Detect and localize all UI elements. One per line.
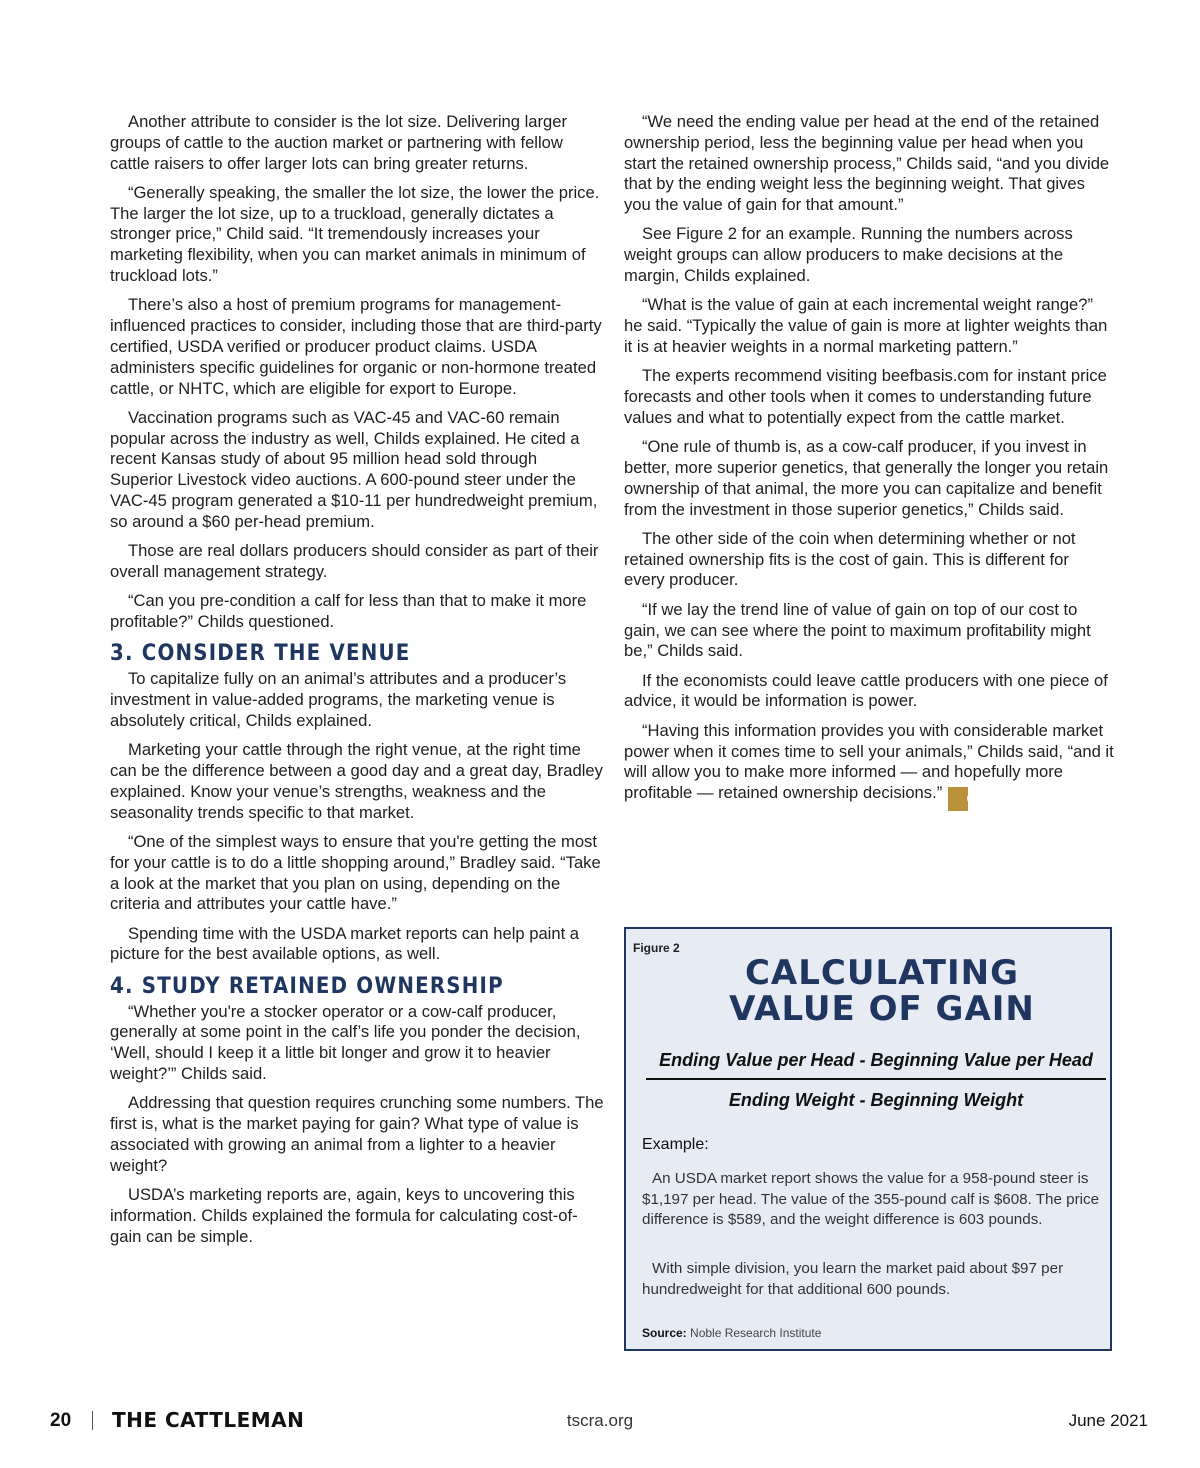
paragraph: Vaccination programs such as VAC-45 and VAC-60 remain popular across the industry as well, Childs explained. He cited a recent Kansas study of about 95 million head sold through Superior Livestock video auctions. A 600-pound steer under the VAC-45 program generated a $10-11 per hundredweight premium, so around a $60 per-head premium. — [110, 407, 598, 531]
source-label: Source: — [642, 1326, 687, 1340]
formula-numerator: Ending Value per Head - Beginning Value per Head — [659, 1050, 1093, 1070]
paragraph: “Generally speaking, the smaller the lot size, the lower the price. The larger the lot size, up to a truckload, generally dictates a stronger price,” Child said. “It tremendously increases your marketing flexibility, when you can market animals in minimum of truckload lots.” — [110, 182, 600, 286]
example-paragraph: With simple division, you learn the market paid about $97 per hundredweight for that additional 600 pounds. — [642, 1260, 1064, 1298]
magazine-name: THE CATTLEMAN — [112, 1408, 305, 1432]
paragraph: See Figure 2 for an example. Running the numbers across weight groups can allow producers to make decisions at the margin, Childs explained. — [624, 224, 1073, 286]
website-link[interactable]: tscra.org — [566, 1411, 634, 1430]
paragraph: To capitalize fully on an animal’s attributes and a producer’s investment in value-added programs, the marketing venue is absolutely critical, Childs explained. — [110, 669, 567, 730]
figure-title — [626, 955, 1110, 1027]
figure-title-line2: VALUE OF GAIN — [729, 989, 1035, 1029]
paragraph: Marketing your cattle through the right venue, at the right time can be the difference between a good day and a great day, Bradley explained. Know your venue’s strengths, weakness and the seasonality trends specific to that market. — [110, 740, 603, 822]
fraction-line — [646, 1078, 1106, 1080]
section-heading-venue: 3. CONSIDER THE VENUE — [110, 641, 411, 667]
paragraph: Another attribute to consider is the lot size. Delivering larger groups of cattle to the auction market or partnering with fellow cattle raisers to offer larger lots can bring greater returns. — [110, 112, 568, 173]
issue-date: June 2021 — [1068, 1411, 1148, 1430]
paragraph: “Can you pre-condition a calf for less than that to make it more profitable?” Childs questioned. — [110, 591, 587, 632]
source-value: Noble Research Institute — [690, 1326, 822, 1340]
paragraph: “If we lay the trend line of value of gain on top of our cost to gain, we can see where the point to maximum profitability might be,” Childs said. — [624, 599, 1091, 661]
left-column — [110, 112, 604, 1256]
paragraph: USDA’s marketing reports are, again, keys to uncovering this information. Childs explained the formula for calculating cost-of-gain can be simple. — [110, 1185, 578, 1246]
paragraph-text: “Having this information provides you with considerable market power when it comes time to sell your animals,” Childs said, “and it will allow you to make more informed — and hopefully more profitable — retained ownership decisions.” — [624, 720, 1114, 803]
paragraph: There’s also a host of premium programs for management-influenced practices to consider, including those that are third-party certified, USDA verified or producer product claims. USDA administers specific guidelines for organic or non-hormone treated cattle, or NHTC, which are eligible for export to Europe. — [110, 295, 602, 398]
paragraph: The experts recommend visiting beefbasis.com for instant price forecasts and other tools when it comes to understanding future values and what to potentially expect from the cattle market. — [624, 366, 1107, 427]
figure-title-line1: CALCULATING — [744, 953, 1020, 993]
paragraph: “What is the value of gain at each incremental weight range?” he said. “Typically the value of gain is more at lighter weights than it is at heavier weights in a normal marketing pattern.” — [624, 295, 1108, 356]
paragraph: Spending time with the USDA market reports can help paint a picture for the best available options, as well. — [110, 923, 580, 964]
right-column — [624, 112, 1114, 820]
figure-box — [624, 927, 1112, 1351]
end-mark-icon: C — [948, 787, 968, 811]
paragraph: Those are real dollars producers should consider as part of their overall management strategy. — [110, 541, 599, 581]
figure-label: Figure 2 — [633, 941, 680, 955]
paragraph-final — [624, 721, 1114, 811]
example-label: Example: — [642, 1136, 709, 1153]
page-number: 20 — [50, 1410, 72, 1431]
figure-source — [642, 1326, 821, 1340]
paragraph: “One rule of thumb is, as a cow-calf producer, if you invest in better, more superior genetics, that generally the longer you retain ownership of that animal, the more you can capitalize and benefit from the investment in those superior genetics,” Childs said. — [624, 437, 1109, 519]
example-paragraph: An USDA market report shows the value for a 958-pound steer is $1,197 per head. The value of the 355-pound calf is $608. The price difference is $589, and the weight difference is 603 pounds. — [642, 1170, 1100, 1229]
paragraph: “One of the simplest ways to ensure that you're getting the most for your cattle is to do a little shopping around,” Bradley said. “Take a look at the market that you plan on using, depending on the criteria and attributes your cattle have.” — [110, 831, 601, 914]
section-heading-retained-ownership: 4. STUDY RETAINED OWNERSHIP — [110, 973, 504, 999]
paragraph: “Whether you're a stocker operator or a cow-calf producer, generally at some point in the calf’s life you ponder the decision, ‘Well, should I keep it a little bit longer and grow it to heavier weight?’” Childs said. — [110, 1001, 581, 1084]
paragraph: If the economists could leave cattle producers with one piece of advice, it would be information is power. — [624, 670, 1108, 711]
paragraph: “We need the ending value per head at the end of the retained ownership period, less the beginning value per head when you start the retained ownership process,” Childs said, “and you divide that by the ending weight less the beginning weight. That gives you the value of gain for that amount.” — [624, 112, 1110, 215]
paragraph: Addressing that question requires crunching some numbers. The first is, what is the market paying for gain? What type of value is associated with growing an animal from a lighter to a heavier weight? — [110, 1093, 604, 1175]
example-text-2 — [642, 1259, 1104, 1300]
formula-denominator: Ending Weight - Beginning Weight — [728, 1090, 1024, 1110]
paragraph: The other side of the coin when determining whether or not retained ownership fits is the cost of gain. This is different for every producer. — [624, 528, 1076, 590]
example-text-1 — [642, 1169, 1104, 1231]
